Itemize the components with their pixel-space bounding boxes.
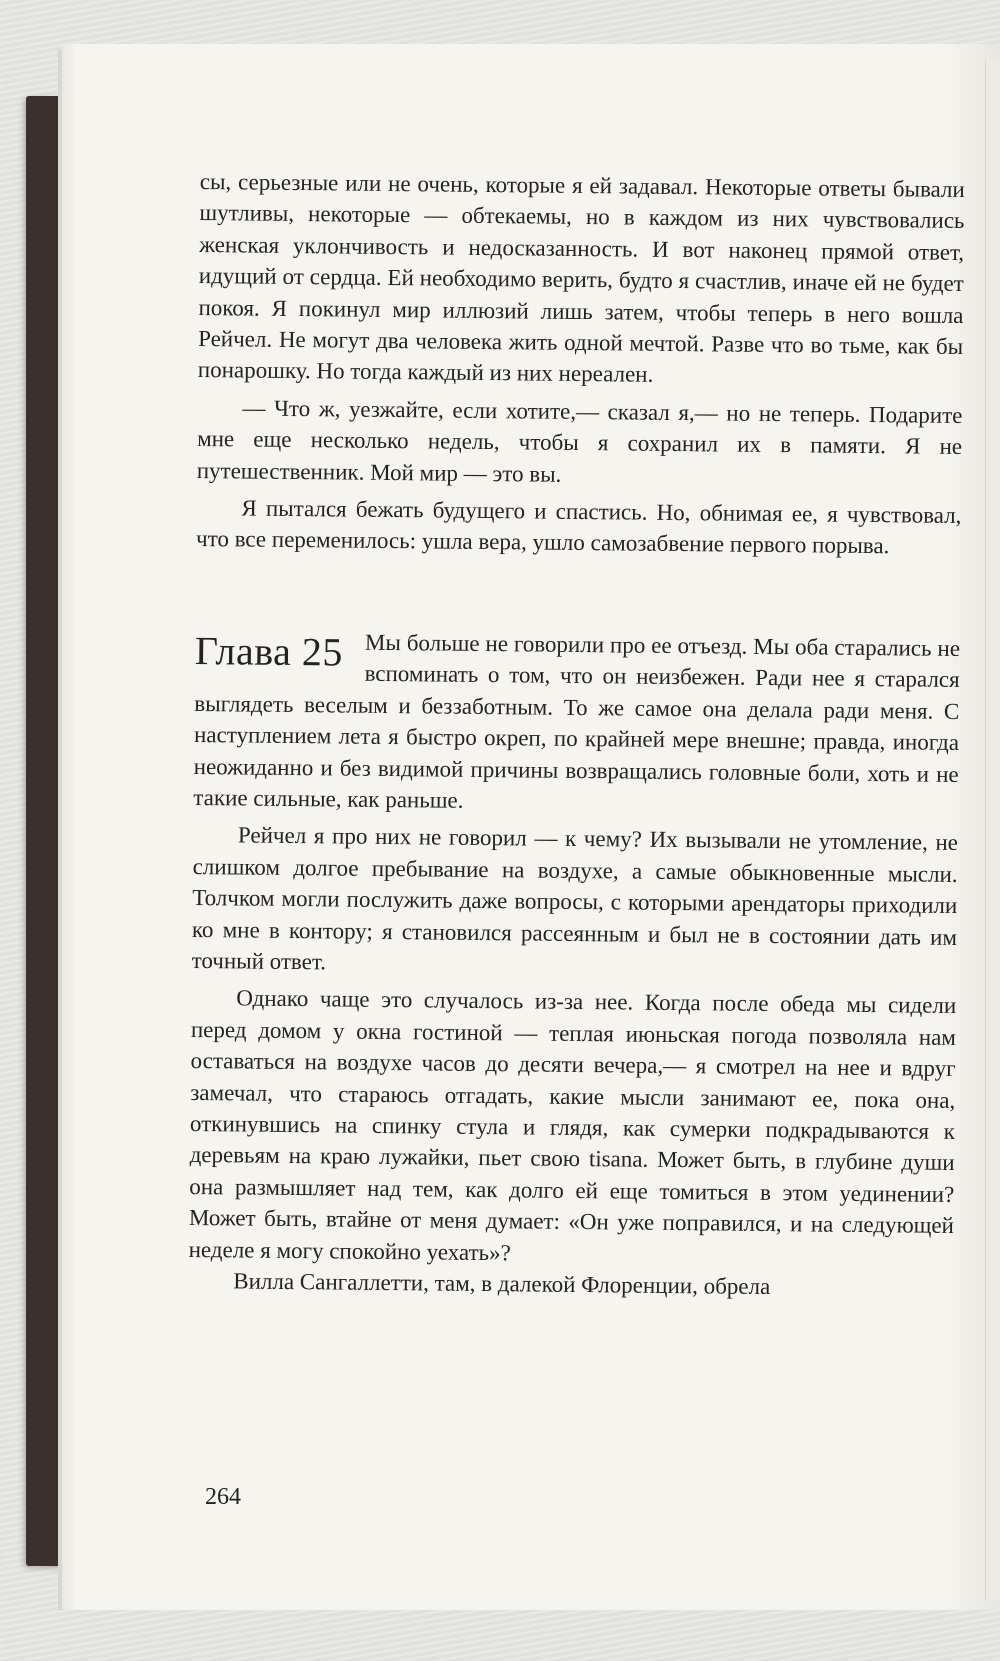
page-text bbox=[188, 166, 965, 1304]
next-page-edge bbox=[985, 60, 1000, 1600]
chapter-section bbox=[188, 625, 960, 1305]
paragraph: Однако чаще это случалось из-за нее. Когда после обеда мы сидели перед домом у окна гостиной — теплая июньская погода позволяла нам оставаться на воздухе часов до десяти вечера,— я смотрел на нее и вдруг замечал, что стараюсь отгадать, какие мысли занимают ее, пока она, откинувшись на спинку стула и глядя, как сумерки подкрадываются к деревьям на краю лужайки, пьет свою tisana. Может быть, в глубине души она размышляет над тем, как долго ей еще томиться в этом уединении? Может быть, втайне от меня думает: «Он уже поправился, и на следующей неделе я могу спокойно уехать»? bbox=[188, 985, 957, 1265]
paragraph: сы, серьезные или не очень, которые я ей задавал. Некоторые ответы бывали шутливы, некоторые — обтекаемы, но в каждом из них чувствовались женская уклончивость и недосказанность. И вот наконец прямой ответ, идущий от сердца. Ей необходимо верить, будто я счастлив, иначе ей не будет покоя. Я покинул мир иллюзий лишь затем, чтобы теперь в него вошла Рейчел. Не могут два человека жить одной мечтой. Разве что во тьме, как бы понарошку. Но тогда каждый из них нереален. bbox=[197, 168, 965, 388]
paragraph: Рейчел я про них не говорил — к чему? Их вызывали не утомление, не слишком долгое пребывание на воздухе, а самые обыкновенные мысли. Толчком могли послужить даже вопросы, с которыми арендаторы приходили ко мне в контору; я становился рассеянным и был не в состоянии дать им точный ответ. bbox=[191, 822, 959, 975]
paragraph: — Что ж, уезжайте, если хотите,— сказал я,— но не теперь. Подарите мне еще несколько недель, чтобы я сохранил их в памяти. Я не путешественник. Мой мир — это вы. bbox=[196, 395, 963, 487]
paragraph: Я пытался бежать будущего и спастись. Но, обнимая ее, я чувствовал, что все переменилось: ушла вера, ушло самозабвение первого порыва. bbox=[195, 495, 962, 559]
book-cover bbox=[26, 96, 62, 1566]
paragraph: Вилла Сангаллетти, там, в далекой Флоренции, обрела bbox=[233, 1268, 771, 1300]
chapter-first-paragraph: Мы больше не говорили про ее отъезд. Мы оба старались не вспоминать о том, что он неизбежен. Ради нее я старался выглядеть веселым и беззаботным. То же самое она делала ради меня. С наступлением лета я быстро окреп, по крайней мере внешне; правда, иногда неожиданно и без видимой причины возвращались головные боли, хоть и не такие сильные, как раньше. bbox=[193, 629, 961, 813]
page-number: 264 bbox=[205, 1484, 241, 1510]
chapter-heading: Глава 25 bbox=[194, 627, 344, 675]
